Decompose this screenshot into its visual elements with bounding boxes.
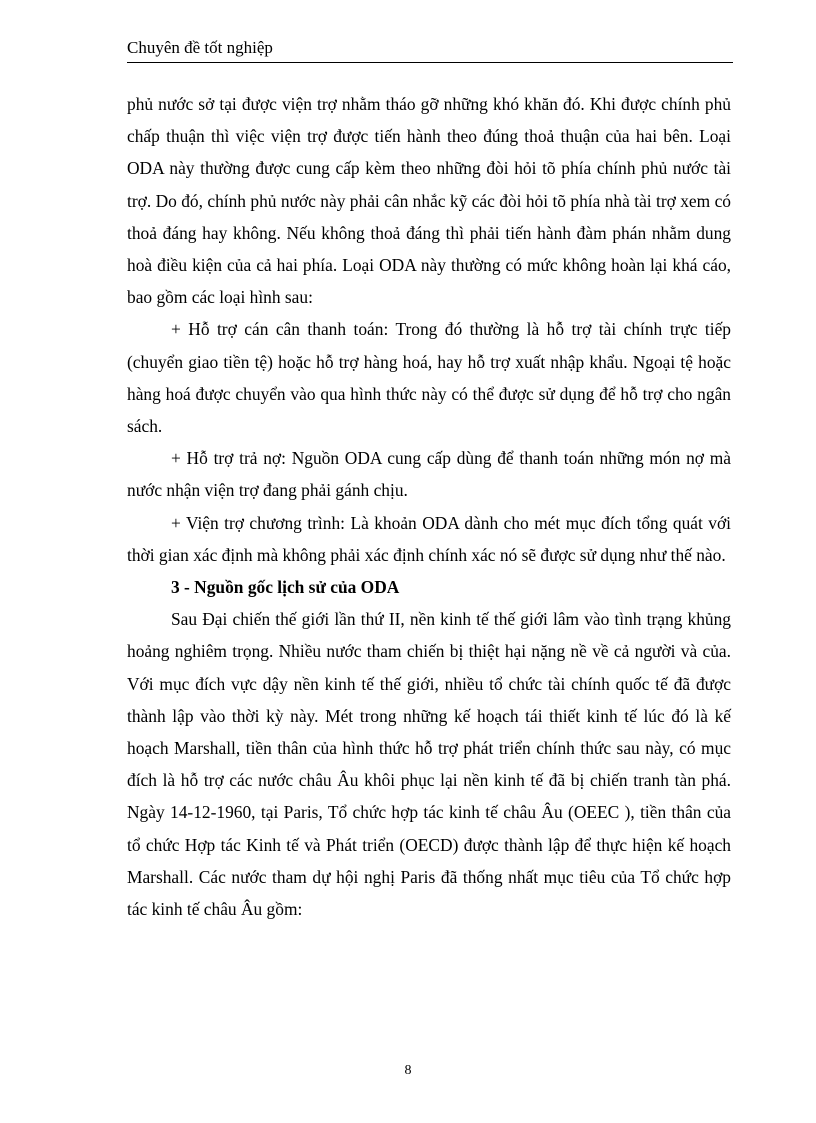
body-text	[127, 88, 731, 925]
page-number: 8	[404, 1063, 412, 1078]
paragraph-debt-relief: + Hỗ trợ trả nợ: Nguồn ODA cung cấp dùng để thanh toán những món nợ mà nước nhận viện trợ đang phải gánh chịu.	[127, 448, 731, 501]
paragraph-history: Sau Đại chiến thế giới lần thứ II, nền kinh tế thế giới lâm vào tình trạng khủng hoảng nghiêm trọng. Nhiều nước tham chiến bị thiệt hại nặng nề về cả người và của. Với mục đích vực dậy nền kinh tế thế giới, nhiều tổ chức tài chính quốc tế đã được thành lập vào thời kỳ này. Mét trong những kế hoạch tái thiết kinh tế lúc đó là kế hoạch Marshall, tiền thân của hình thức hỗ trợ phát triển chính thức sau này, có mục đích là hỗ trợ các nước châu Âu khôi phục lại nền kinh tế đã bị chiến tranh tàn phá. Ngày 14-12-1960, tại Paris, Tổ chức hợp tác kinh tế châu Âu (OEEC ), tiền thân của tổ chức Hợp tác Kinh tế và Phát triển (OECD) được thành lập để thực hiện kế hoạch Marshall. Các nước tham dự hội nghị Paris đã thống nhất mục tiêu của Tổ chức hợp tác kinh tế châu Âu gồm:	[127, 609, 731, 920]
section-heading: 3 - Nguồn gốc lịch sử của ODA	[171, 577, 400, 598]
header-title: Chuyên đề tốt nghiệp	[127, 38, 273, 57]
page-header	[127, 37, 733, 63]
paragraph-continuation: phủ nước sở tại được viện trợ nhằm tháo gỡ những khó khăn đó. Khi được chính phủ chấp thuận thì việc viện trợ được tiến hành theo đúng thoả thuận của hai bên. Loại ODA này thường được cung cấp kèm theo những đòi hỏi tõ phía chính phủ nước tài trợ. Do đó, chính phủ nước này phải cân nhắc kỹ các đòi hỏi tõ phía nhà tài trợ xem có thoả đáng hay không. Nếu không thoả đáng thì phải tiến hành đàm phán nhằm dung hoà điều kiện của cả hai phía. Loại ODA này thường có mức không hoàn lại khá cáo, bao gồm các loại hình sau:	[127, 94, 731, 308]
paragraph-balance-of-payments: + Hỗ trợ cán cân thanh toán: Trong đó thường là hỗ trợ tài chính trực tiếp (chuyển giao tiền tệ) hoặc hỗ trợ hàng hoá, hay hỗ trợ xuất nhập khẩu. Ngoại tệ hoặc hàng hoá được chuyển vào qua hình thức này có thể được sử dụng để hỗ trợ cho ngân sách.	[127, 319, 731, 437]
paragraph-program-aid: + Viện trợ chương trình: Là khoản ODA dành cho mét mục đích tổng quát với thời gian xác định mà không phải xác định chính xác nó sẽ được sử dụng như thế nào.	[127, 512, 731, 565]
